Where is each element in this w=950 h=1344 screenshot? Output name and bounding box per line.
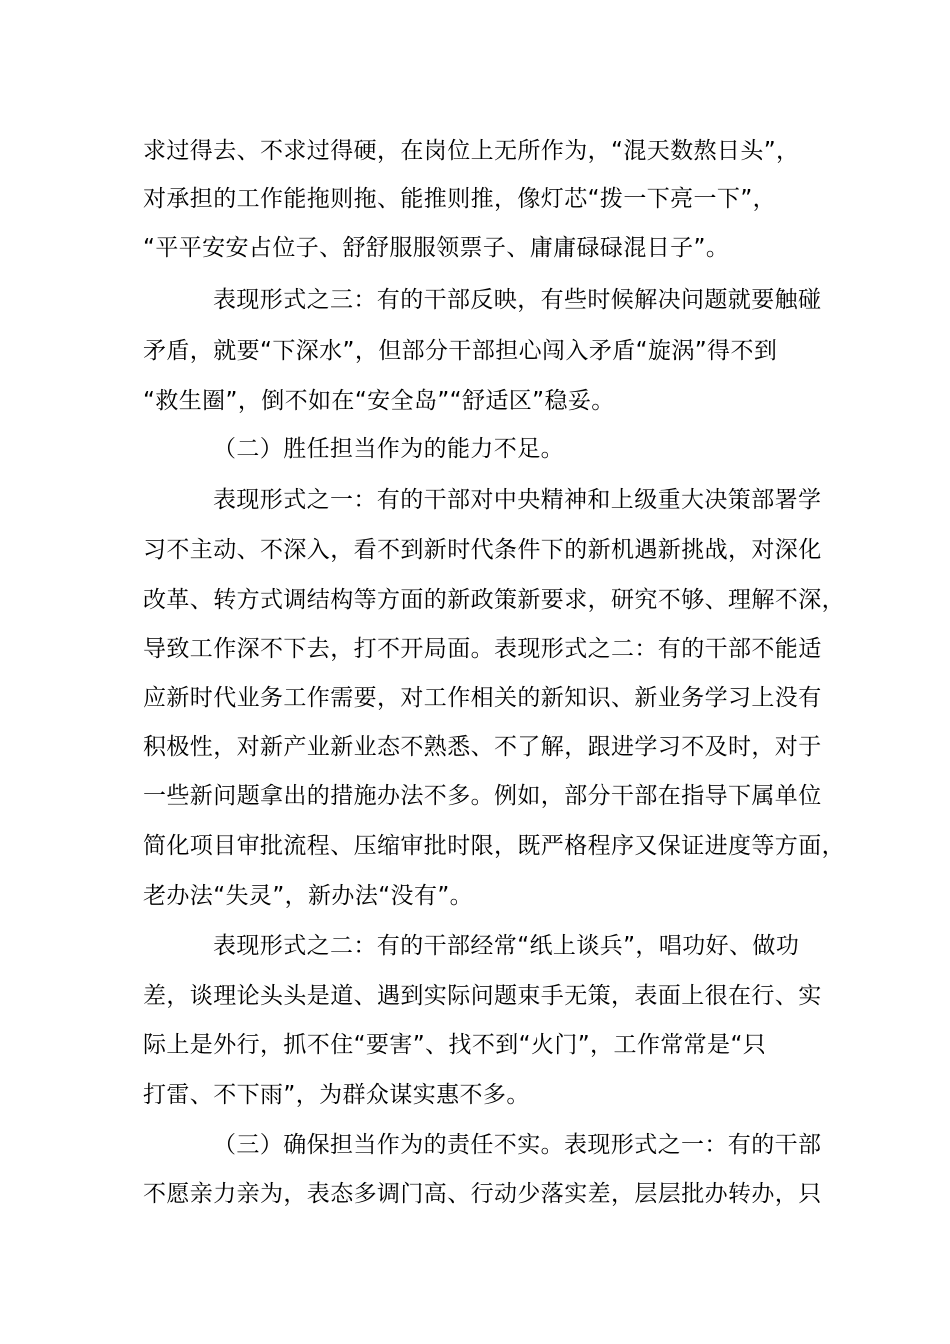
text-line: 不愿亲力亲为，表态多调门高、行动少落实差，层层批办转办，只 bbox=[143, 1181, 822, 1207]
text-line: 改革、转方式调结构等方面的新政策新要求，研究不够、理解不深， bbox=[143, 587, 845, 613]
text-line: 差，谈理论头头是道、遇到实际问题束手无策，表面上很在行、实 bbox=[143, 983, 822, 1009]
text-line: 习不主动、不深入，看不到新时代条件下的新机遇新挑战，对深化 bbox=[143, 537, 822, 563]
text-line: “平平安安占位子、舒舒服服领票子、庸庸碌碌混日子”。 bbox=[143, 235, 730, 261]
section-heading: （二）胜任担当作为的能力不足。 bbox=[213, 436, 564, 462]
text-line: “救生圈”，倒不如在“安全岛”“舒适区”稳妥。 bbox=[143, 388, 615, 414]
text-line: 简化项目审批流程、压缩审批时限，既严格程序又保证进度等方面， bbox=[143, 833, 845, 859]
text-line: 矛盾，就要“下深水”，但部分干部担心闯入矛盾“旋涡”得不到 bbox=[143, 338, 778, 364]
text-line: 际上是外行，抓不住“要害”、找不到“火门”，工作常常是“只 bbox=[143, 1032, 767, 1058]
text-line: 对承担的工作能拖则拖、能推则推，像灯芯“拨一下亮一下”， bbox=[143, 186, 777, 212]
text-line: 导致工作深不下去，打不开局面。表现形式之二：有的干部不能适 bbox=[143, 636, 822, 662]
text-line: 积极性，对新产业新业态不熟悉、不了解，跟进学习不及时，对于 bbox=[143, 734, 822, 760]
text-line: 一些新问题拿出的措施办法不多。例如，部分干部在指导下属单位 bbox=[143, 783, 822, 809]
text-line: 表现形式之一：有的干部对中央精神和上级重大决策部署学 bbox=[213, 487, 822, 513]
text-line: 老办法“失灵”，新办法“没有”。 bbox=[143, 883, 474, 909]
text-line: 应新时代业务工作需要，对工作相关的新知识、新业务学习上没有 bbox=[143, 685, 822, 711]
text-line: 表现形式之三：有的干部反映，有些时候解决问题就要触碰 bbox=[213, 287, 822, 313]
section-heading: （三）确保担当作为的责任不实。表现形式之一：有的干部 bbox=[213, 1132, 822, 1158]
text-line: 表现形式之二：有的干部经常“纸上谈兵”，唱功好、做功 bbox=[213, 933, 800, 959]
text-line: 求过得去、不求过得硬，在岗位上无所作为，“混天数熬日头”， bbox=[143, 138, 800, 164]
text-line: 打雷、不下雨”，为群众谋实惠不多。 bbox=[143, 1082, 530, 1108]
